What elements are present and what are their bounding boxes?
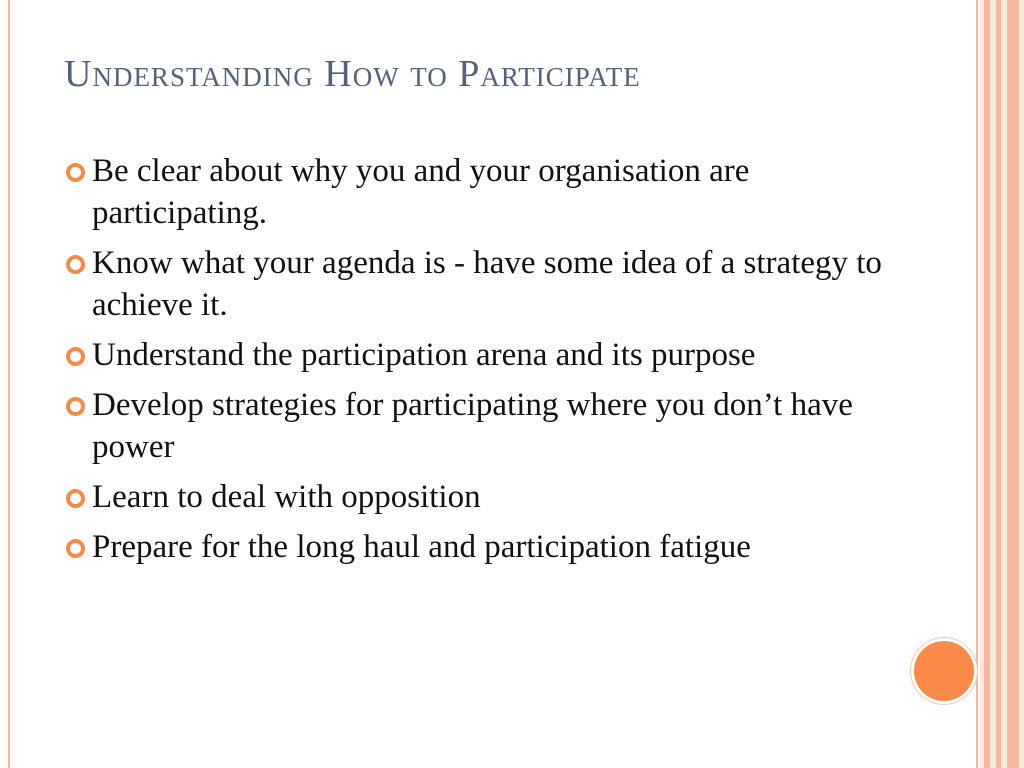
list-item: [62, 384, 922, 468]
bullet-list: [62, 150, 922, 576]
circle-bullet-icon: [66, 397, 85, 416]
circle-bullet-icon: [66, 163, 85, 182]
stripe: [996, 0, 1001, 768]
decorative-circle: [914, 641, 974, 701]
bullet-text: Understand the participation arena and its purpose: [92, 337, 756, 373]
stripe: [984, 0, 990, 768]
circle-bullet-icon: [66, 489, 85, 508]
list-item: [62, 150, 922, 234]
stripe: [1007, 0, 1019, 768]
bullet-text: Develop strategies for participating where you don’t have power: [92, 387, 853, 465]
slide-title: Understanding How to Participate: [64, 53, 641, 95]
bullet-text: Prepare for the long haul and participation fatigue: [92, 529, 751, 565]
decorative-stripes: [980, 0, 1024, 768]
circle-bullet-icon: [66, 539, 85, 558]
bullet-text: Know what your agenda is - have some idea of a strategy to achieve it.: [92, 245, 882, 323]
bullet-text: Learn to deal with opposition: [92, 479, 481, 515]
list-item: [62, 476, 922, 518]
circle-bullet-icon: [66, 255, 85, 274]
list-item: [62, 526, 922, 568]
list-item: [62, 334, 922, 376]
circle-bullet-icon: [66, 347, 85, 366]
bullet-text: Be clear about why you and your organisation are participating.: [92, 153, 750, 231]
list-item: [62, 242, 922, 326]
